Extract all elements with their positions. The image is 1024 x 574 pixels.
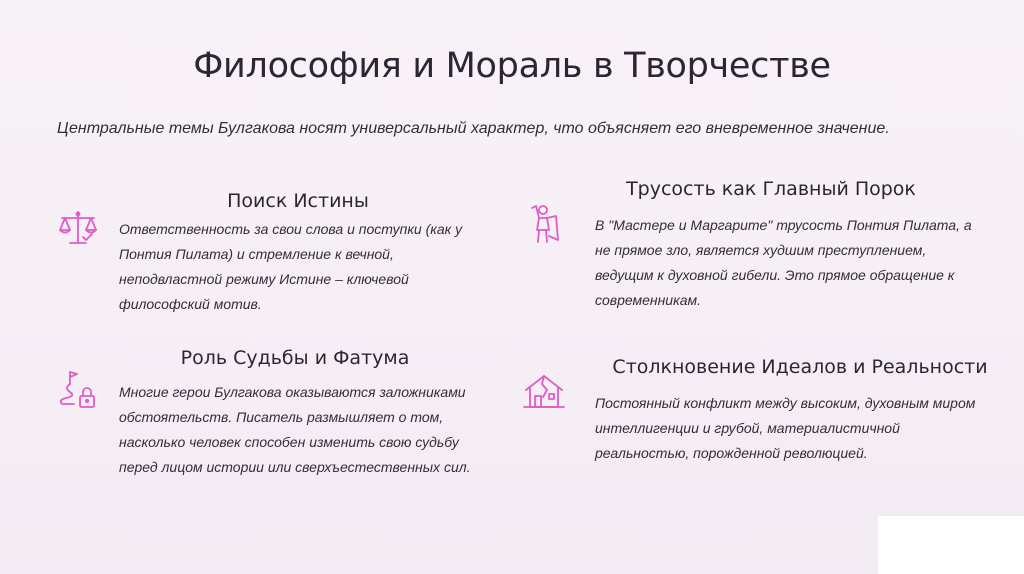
card-text: Постоянный конфликт между высоким, духовным миром интеллигенции и грубой, материалистичной реальностью, порожденной революцией. (595, 395, 976, 461)
card-heading: Роль Судьбы и Фатума (180, 347, 410, 369)
card-heading: Поиск Истины (227, 190, 369, 212)
corner-overlay (878, 516, 1024, 574)
scales-icon (56, 206, 100, 250)
card-text: Многие герои Булгакова оказываются заложниками обстоятельств. Писатель размышляет о том, насколько человек способен изменить свою судьбу перед лицом истории или сверхъестественных сил. (119, 384, 471, 475)
card-heading: Столкновение Идеалов и Реальности (612, 356, 988, 378)
path-lock-icon (56, 368, 100, 412)
card-heading: Трусость как Главный Порок (626, 178, 916, 200)
hero-cape-icon (522, 202, 566, 246)
page-title: Философия и Мораль в Творчестве (193, 46, 831, 86)
card-text: Ответственность за свои слова и поступки (как у Понтия Пилата) и стремление к вечной, неподвластной режиму Истине – ключевой философский мотив. (119, 221, 463, 312)
subtitle: Центральные темы Булгакова носят универсальный характер, что объясняет его вневременное значение. (57, 120, 890, 137)
card-text: В "Мастере и Маргарите" трусость Понтия Пилата, а не прямое зло, является худшим преступлением, ведущим к духовной гибели. Это прямое обращение к современникам. (595, 217, 972, 308)
broken-house-icon (522, 370, 566, 414)
